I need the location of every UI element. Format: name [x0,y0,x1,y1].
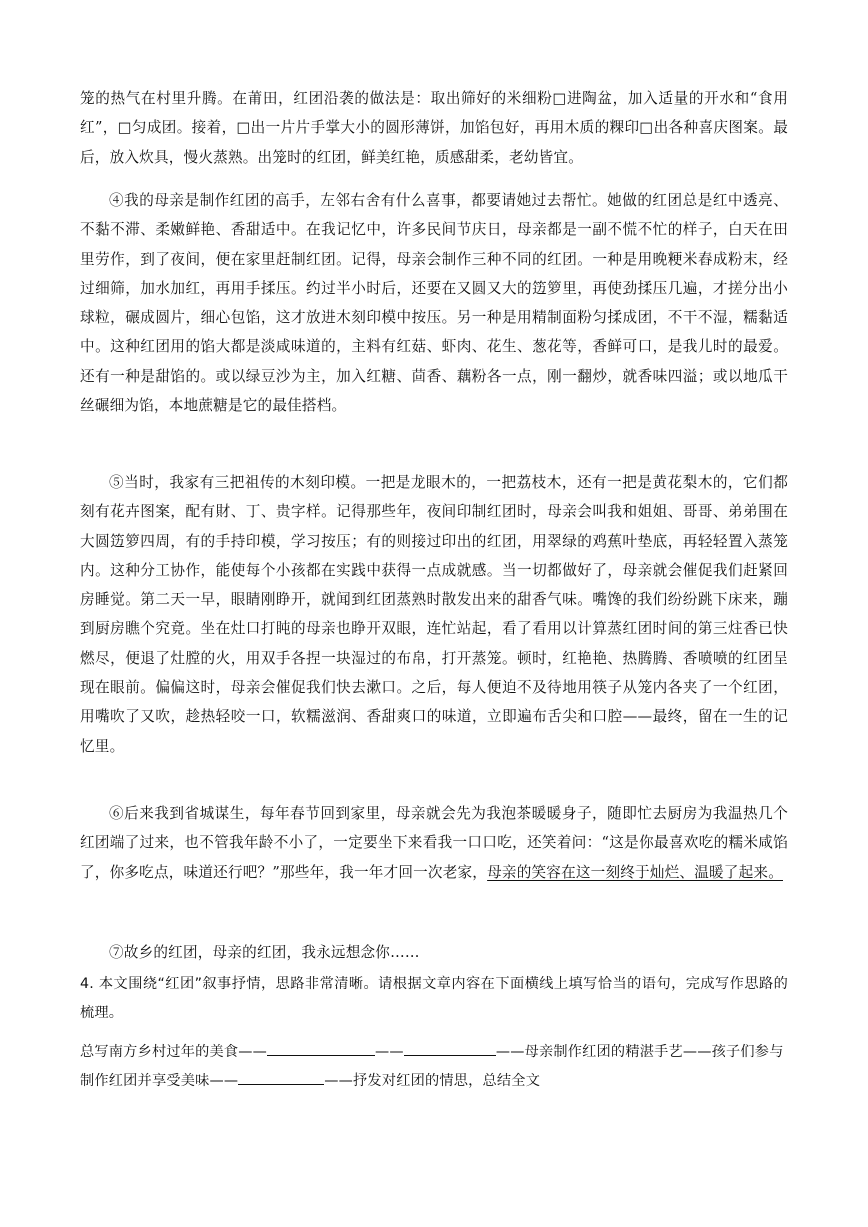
answer-blank-2[interactable] [404,1039,496,1056]
outline-seg-3: ——母亲制作红团的精湛手艺——孩子们参与制作红团并享受美味—— [80,1044,784,1090]
question-4-stem: 4. 本文围绕“红团”叙事抒情，思路非常清晰。请根据文章内容在下面横线上填写恰当的语句，完成写作思路的梳理。 [80,976,788,1022]
paragraph-6-text: ⑥后来我到省城谋生，每年春节回到家里，母亲就会先为我泡茶暖暖身子，随即忙去厨房为我温热几个红团端了过来，也不管我年龄不小了，一定要坐下来看我一口口吃，还笑着问：“这是你最喜欢吃的糯米咸馅了，你多吃点，味道还行吧？”那些年，我一年才回一次老家， [80,805,788,881]
answer-blank-1[interactable] [267,1039,375,1056]
question-4-outline [80,1038,788,1097]
outline-seg-1: 总写南方乡村过年的美食—— [80,1044,268,1060]
paragraph-5: ⑤当时，我家有三把祖传的木刻印模。一把是龙眼木的，一把荔枝木，还有一把是黄花梨木的，它们都刻有花卉图案，配有財、丁、贵字样。记得那些年，夜间印制红团时，母亲会叫我和姐姐、哥哥、弟弟围在大圆笾箩四周，有的手持印模，学习按压；有的则接过印出的红团，用翠绿的鸡蕉叶垫底，再轻轻置入蒸笼内。这种分工协作，能使每个小孩都在实践中获得一点成就感。当一切都做好了，母亲就会催促我们赶紧回房睡觉。第二天一早，眼睛刚睁开，就闻到红团蒸熟时散发出来的甜香气味。嘴馋的我们纷纷跳下床来，蹦到厨房瞧个究竟。坐在灶口打盹的母亲也睁开双眼，连忙站起，看了看用以计算蒸红团时间的第三炷香已快燃尽，便退了灶膛的火，用双手各捏一块湿过的布帛，打开蒸笼。顿时，红艳艳、热腾腾、香喷喷的红团呈现在眼前。偏偏这时，母亲会催促我们快去漱口。之后，每人便迫不及待地用筷子从笼内各夹了一个红团，用嘴吹了又吹，趁热轻咬一口，软糯滋润、香甜爽口的味道，立即遍布舌尖和口腔——最终，留在一生的记忆里。 [80,474,788,755]
outline-seg-4: ——抒发对红团的情思，总结全文 [324,1073,541,1090]
paragraph-4: ④我的母亲是制作红团的高手，左邻右舍有什么喜事，都要请她过去帮忙。她做的红团总是红中透亮、不黏不滞、柔嫩鲜艳、香甜适中。在我记忆中，许多民间节庆日，母亲都是一副不慌不忙的样子，白天在田里劳作，到了夜间，便在家里赶制红团。记得，母亲会制作三种不同的红团。一种是用晚粳米舂成粉末，经过细筛，加水加红，再用手揉压。约过半小时后，还要在又圆又大的笾箩里，再使劲揉压几遍，才搓分出小球粒，碾成圆片，细心包馅，这才放进木刻印模中按压。另一种是用精制面粉匀揉成团，不干不湿，糯黏适中。这种红团用的馅大都是淡咸味道的，主料有红菇、虾肉、花生、葱花等，香鲜可口，是我儿时的最爱。还有一种是甜馅的。或以绿豆沙为主，加入红糖、茴香、藕粉各一点，刚一翻炒，就香味四溢；或以地瓜干丝碾细为馅，本地蔗糖是它的最佳搭档。 [80,192,788,415]
paragraph-7: ⑦故乡的红团，母亲的红团，我永远想念你…… [109,944,420,961]
answer-blank-3[interactable] [238,1068,324,1085]
paragraph-3-tail: 笼的热气在村里升腾。在莆田，红团沿袭的做法是：取出筛好的米细粉□进陶盆，加入适量的开水和“食用红”，□匀成团。接着，□出一片片手掌大小的圆形薄饼，加馅包好，再用木质的粿印□出各种喜庆图案。最后，放入炊具，慢火蒸熟。出笼时的红团，鲜美红艳，质感甜柔，老幼皆宜。 [80,90,788,166]
underlined-sentence: 母亲的笑容在这一刻终于灿烂、温暖了起来。 [487,863,783,881]
outline-seg-2: —— [375,1044,404,1060]
paragraph-6 [80,799,788,887]
